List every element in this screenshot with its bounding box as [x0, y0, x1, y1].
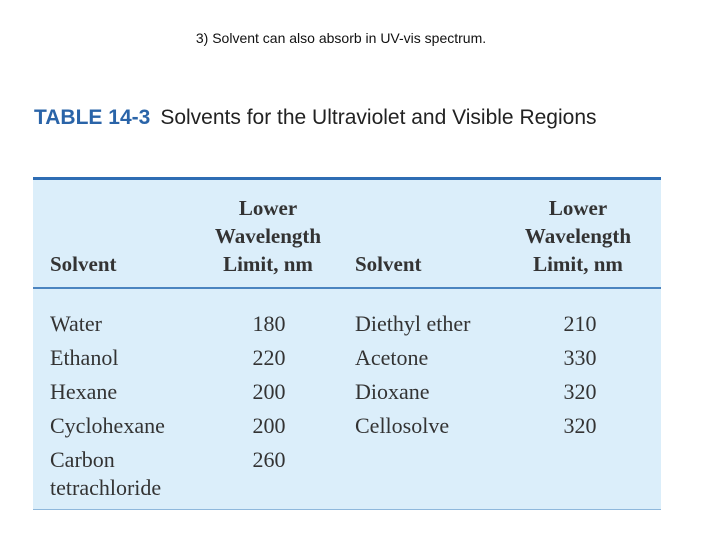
table-row-left-limit: 260	[252, 447, 286, 472]
table-row-right-limit: 320	[563, 413, 597, 438]
header-limit-right-line1: Lower	[548, 196, 608, 220]
solvent-name-line2: tetrachloride	[50, 475, 162, 500]
table-row-right-limit: 330	[563, 345, 597, 370]
table-title	[34, 102, 634, 133]
table-row-left-limit: 220	[252, 345, 286, 370]
slide-caption: 3) Solvent can also absorb in UV-vis spectrum.	[195, 30, 487, 46]
table-row-left-solvent: Cyclohexane	[50, 413, 165, 438]
table-row-left-solvent: Ethanol	[50, 345, 119, 370]
table-row-left-solvent	[50, 446, 161, 502]
table-row-left-limit: 200	[252, 379, 286, 404]
table-row-left-limit: 200	[252, 413, 286, 438]
table-title-text: Solvents for the Ultraviolet and Visible Regions	[160, 106, 597, 129]
header-limit-left-line3: Limit, nm	[223, 252, 313, 276]
header-limit-right-line2: Wavelength	[524, 224, 632, 248]
header-divider	[33, 287, 661, 289]
table-row-left-limit: 180	[252, 311, 286, 336]
table-row-left-solvent: Hexane	[50, 379, 118, 404]
table-row-right-solvent: Dioxane	[355, 379, 430, 404]
table-row-right-limit: 210	[563, 311, 597, 336]
solvent-name-line1: Carbon	[50, 447, 115, 472]
header-limit-right	[503, 194, 653, 278]
table-row-right-solvent: Acetone	[355, 345, 429, 370]
table-number-label: TABLE 14-3	[34, 106, 151, 129]
table-row-right-solvent: Cellosolve	[355, 413, 450, 438]
table-row-right-solvent: Diethyl ether	[355, 311, 471, 336]
header-limit-left-line2: Wavelength	[214, 224, 322, 248]
header-limit-right-line3: Limit, nm	[533, 252, 623, 276]
header-solvent-left: Solvent	[50, 252, 117, 276]
header-limit-left	[193, 194, 343, 278]
table-row-left-solvent: Water	[50, 311, 102, 336]
table-row-right-limit: 320	[563, 379, 597, 404]
solvents-table	[33, 177, 661, 510]
header-limit-left-line1: Lower	[238, 196, 298, 220]
header-solvent-right: Solvent	[355, 252, 422, 276]
